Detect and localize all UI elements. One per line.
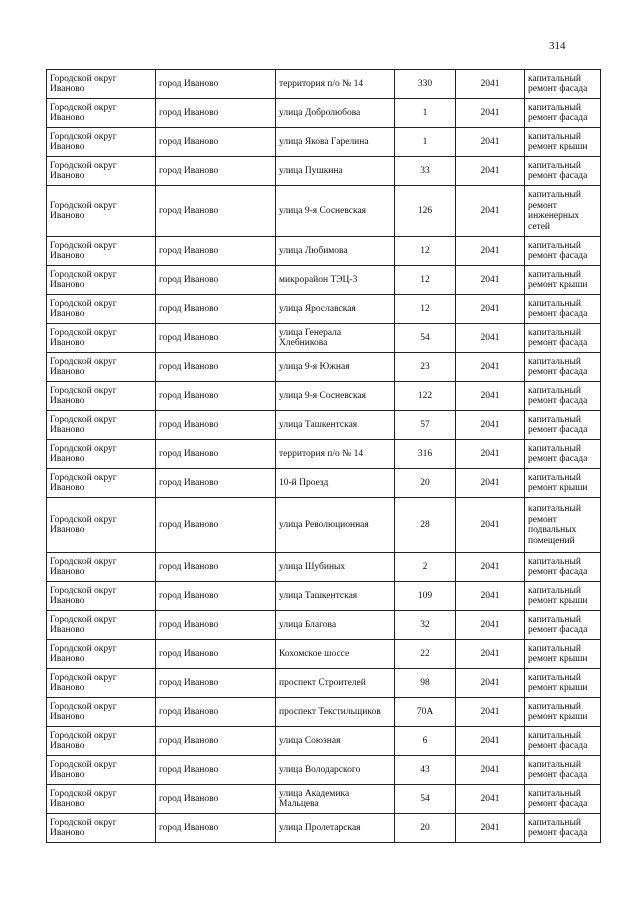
- cell-city: город Иваново: [156, 469, 276, 498]
- cell-district: Городской округ Иваново: [47, 640, 156, 669]
- cell-house: 33: [395, 157, 456, 186]
- cell-district: Городской округ Иваново: [47, 440, 156, 469]
- cell-year: 2041: [456, 698, 525, 727]
- cell-city: город Иваново: [156, 353, 276, 382]
- cell-street: улица Якова Гарелина: [276, 128, 395, 157]
- cell-work-type: капитальный ремонт фасада: [525, 237, 601, 266]
- cell-house: 12: [395, 266, 456, 295]
- cell-year: 2041: [456, 411, 525, 440]
- cell-city: город Иваново: [156, 186, 276, 237]
- cell-street: улица 9-я Сосневская: [276, 382, 395, 411]
- cell-city: город Иваново: [156, 669, 276, 698]
- table-row: [47, 611, 601, 640]
- cell-year: 2041: [456, 640, 525, 669]
- cell-year: 2041: [456, 611, 525, 640]
- cell-city: город Иваново: [156, 382, 276, 411]
- cell-year: 2041: [456, 727, 525, 756]
- table-row: [47, 785, 601, 814]
- cell-year: 2041: [456, 266, 525, 295]
- cell-house: 6: [395, 727, 456, 756]
- cell-street: улица Ярославская: [276, 295, 395, 324]
- table-row: [47, 698, 601, 727]
- cell-district: Городской округ Иваново: [47, 353, 156, 382]
- cell-street: улица Ташкентская: [276, 411, 395, 440]
- cell-work-type: капитальный ремонт подвальных помещений: [525, 498, 601, 553]
- cell-year: 2041: [456, 669, 525, 698]
- cell-work-type: капитальный ремонт фасада: [525, 785, 601, 814]
- cell-street: улица Добролюбова: [276, 99, 395, 128]
- cell-house: 20: [395, 814, 456, 843]
- cell-city: город Иваново: [156, 698, 276, 727]
- table-row: [47, 553, 601, 582]
- cell-house: 98: [395, 669, 456, 698]
- cell-year: 2041: [456, 785, 525, 814]
- cell-city: город Иваново: [156, 785, 276, 814]
- cell-work-type: капитальный ремонт крыши: [525, 698, 601, 727]
- cell-work-type: капитальный ремонт фасада: [525, 440, 601, 469]
- table-row: [47, 727, 601, 756]
- cell-district: Городской округ Иваново: [47, 128, 156, 157]
- table-row: [47, 128, 601, 157]
- repair-schedule-table: [46, 69, 601, 843]
- cell-work-type: капитальный ремонт фасада: [525, 756, 601, 785]
- cell-house: 70А: [395, 698, 456, 727]
- cell-house: 28: [395, 498, 456, 553]
- cell-work-type: капитальный ремонт крыши: [525, 469, 601, 498]
- cell-work-type: капитальный ремонт фасада: [525, 70, 601, 99]
- cell-city: город Иваново: [156, 70, 276, 99]
- cell-district: Городской округ Иваново: [47, 157, 156, 186]
- table-row: [47, 266, 601, 295]
- cell-district: Городской округ Иваново: [47, 814, 156, 843]
- cell-house: 20: [395, 469, 456, 498]
- cell-district: Городской округ Иваново: [47, 553, 156, 582]
- cell-work-type: капитальный ремонт инженерных сетей: [525, 186, 601, 237]
- table-row: [47, 756, 601, 785]
- cell-work-type: капитальный ремонт фасада: [525, 611, 601, 640]
- cell-year: 2041: [456, 756, 525, 785]
- cell-street: улица Благова: [276, 611, 395, 640]
- cell-house: 1: [395, 99, 456, 128]
- cell-year: 2041: [456, 582, 525, 611]
- cell-work-type: капитальный ремонт фасада: [525, 157, 601, 186]
- cell-year: 2041: [456, 295, 525, 324]
- cell-house: 316: [395, 440, 456, 469]
- cell-street: 10-й Проезд: [276, 469, 395, 498]
- cell-work-type: капитальный ремонт фасада: [525, 99, 601, 128]
- cell-work-type: капитальный ремонт фасада: [525, 324, 601, 353]
- cell-city: город Иваново: [156, 157, 276, 186]
- cell-district: Городской округ Иваново: [47, 99, 156, 128]
- cell-street: улица Володарского: [276, 756, 395, 785]
- cell-work-type: капитальный ремонт фасада: [525, 382, 601, 411]
- cell-house: 2: [395, 553, 456, 582]
- cell-city: город Иваново: [156, 756, 276, 785]
- cell-house: 22: [395, 640, 456, 669]
- cell-year: 2041: [456, 237, 525, 266]
- cell-street: улица Шубиных: [276, 553, 395, 582]
- cell-district: Городской округ Иваново: [47, 469, 156, 498]
- table-row: [47, 814, 601, 843]
- table-row: [47, 70, 601, 99]
- cell-district: Городской округ Иваново: [47, 669, 156, 698]
- cell-district: Городской округ Иваново: [47, 237, 156, 266]
- cell-house: 12: [395, 295, 456, 324]
- cell-city: город Иваново: [156, 324, 276, 353]
- cell-street: улица Союзная: [276, 727, 395, 756]
- cell-city: город Иваново: [156, 727, 276, 756]
- cell-work-type: капитальный ремонт фасада: [525, 411, 601, 440]
- cell-work-type: капитальный ремонт крыши: [525, 582, 601, 611]
- cell-city: город Иваново: [156, 582, 276, 611]
- cell-year: 2041: [456, 382, 525, 411]
- cell-street: улица Пролетарская: [276, 814, 395, 843]
- cell-city: город Иваново: [156, 553, 276, 582]
- cell-city: город Иваново: [156, 411, 276, 440]
- cell-street: микрорайон ТЭЦ-3: [276, 266, 395, 295]
- cell-year: 2041: [456, 814, 525, 843]
- cell-work-type: капитальный ремонт фасада: [525, 353, 601, 382]
- table-row: [47, 640, 601, 669]
- cell-city: город Иваново: [156, 611, 276, 640]
- cell-city: город Иваново: [156, 128, 276, 157]
- table-row: [47, 440, 601, 469]
- table-row: [47, 582, 601, 611]
- table-row: [47, 99, 601, 128]
- table-row: [47, 157, 601, 186]
- table-row: [47, 186, 601, 237]
- cell-house: 12: [395, 237, 456, 266]
- cell-work-type: капитальный ремонт крыши: [525, 669, 601, 698]
- cell-district: Городской округ Иваново: [47, 727, 156, 756]
- table-body: [47, 70, 601, 843]
- cell-street: Кохомское шоссе: [276, 640, 395, 669]
- cell-street: улица Пушкина: [276, 157, 395, 186]
- cell-house: 1: [395, 128, 456, 157]
- cell-street: улица Любимова: [276, 237, 395, 266]
- cell-year: 2041: [456, 99, 525, 128]
- cell-house: 122: [395, 382, 456, 411]
- cell-city: город Иваново: [156, 295, 276, 324]
- cell-city: город Иваново: [156, 440, 276, 469]
- cell-work-type: капитальный ремонт крыши: [525, 640, 601, 669]
- cell-street: проспект Строителей: [276, 669, 395, 698]
- cell-street: проспект Текстильщиков: [276, 698, 395, 727]
- table-row: [47, 295, 601, 324]
- cell-street: улица 9-я Южная: [276, 353, 395, 382]
- table-row: [47, 498, 601, 553]
- cell-street: территория п/о № 14: [276, 70, 395, 99]
- cell-house: 330: [395, 70, 456, 99]
- cell-house: 43: [395, 756, 456, 785]
- cell-district: Городской округ Иваново: [47, 498, 156, 553]
- cell-district: Городской округ Иваново: [47, 582, 156, 611]
- cell-year: 2041: [456, 553, 525, 582]
- cell-year: 2041: [456, 70, 525, 99]
- table-row: [47, 324, 601, 353]
- cell-district: Городской округ Иваново: [47, 411, 156, 440]
- cell-work-type: капитальный ремонт фасада: [525, 814, 601, 843]
- cell-district: Городской округ Иваново: [47, 611, 156, 640]
- cell-work-type: капитальный ремонт фасада: [525, 295, 601, 324]
- cell-street: улица 9-я Сосневская: [276, 186, 395, 237]
- cell-work-type: капитальный ремонт крыши: [525, 266, 601, 295]
- cell-district: Городской округ Иваново: [47, 266, 156, 295]
- cell-house: 57: [395, 411, 456, 440]
- cell-year: 2041: [456, 498, 525, 553]
- cell-year: 2041: [456, 324, 525, 353]
- table-row: [47, 353, 601, 382]
- cell-district: Городской округ Иваново: [47, 382, 156, 411]
- cell-year: 2041: [456, 440, 525, 469]
- table-row: [47, 469, 601, 498]
- cell-year: 2041: [456, 353, 525, 382]
- cell-house: 54: [395, 324, 456, 353]
- cell-district: Городской округ Иваново: [47, 698, 156, 727]
- cell-year: 2041: [456, 157, 525, 186]
- cell-city: город Иваново: [156, 814, 276, 843]
- cell-district: Городской округ Иваново: [47, 70, 156, 99]
- table-row: [47, 237, 601, 266]
- cell-street: территория п/о № 14: [276, 440, 395, 469]
- cell-work-type: капитальный ремонт фасада: [525, 553, 601, 582]
- cell-city: город Иваново: [156, 498, 276, 553]
- cell-house: 32: [395, 611, 456, 640]
- cell-street: улица Генерала Хлебникова: [276, 324, 395, 353]
- cell-year: 2041: [456, 469, 525, 498]
- page-number: 314: [549, 40, 566, 52]
- cell-year: 2041: [456, 128, 525, 157]
- cell-street: улица Революционная: [276, 498, 395, 553]
- cell-house: 109: [395, 582, 456, 611]
- cell-district: Городской округ Иваново: [47, 324, 156, 353]
- cell-city: город Иваново: [156, 640, 276, 669]
- cell-year: 2041: [456, 186, 525, 237]
- cell-house: 54: [395, 785, 456, 814]
- cell-district: Городской округ Иваново: [47, 186, 156, 237]
- cell-city: город Иваново: [156, 237, 276, 266]
- cell-street: улица Ташкентская: [276, 582, 395, 611]
- cell-house: 23: [395, 353, 456, 382]
- cell-house: 126: [395, 186, 456, 237]
- table-row: [47, 382, 601, 411]
- cell-district: Городской округ Иваново: [47, 295, 156, 324]
- cell-city: город Иваново: [156, 99, 276, 128]
- table-row: [47, 669, 601, 698]
- cell-city: город Иваново: [156, 266, 276, 295]
- cell-work-type: капитальный ремонт крыши: [525, 128, 601, 157]
- table-row: [47, 411, 601, 440]
- cell-district: Городской округ Иваново: [47, 756, 156, 785]
- cell-work-type: капитальный ремонт фасада: [525, 727, 601, 756]
- cell-district: Городской округ Иваново: [47, 785, 156, 814]
- cell-street: улица Академика Мальцева: [276, 785, 395, 814]
